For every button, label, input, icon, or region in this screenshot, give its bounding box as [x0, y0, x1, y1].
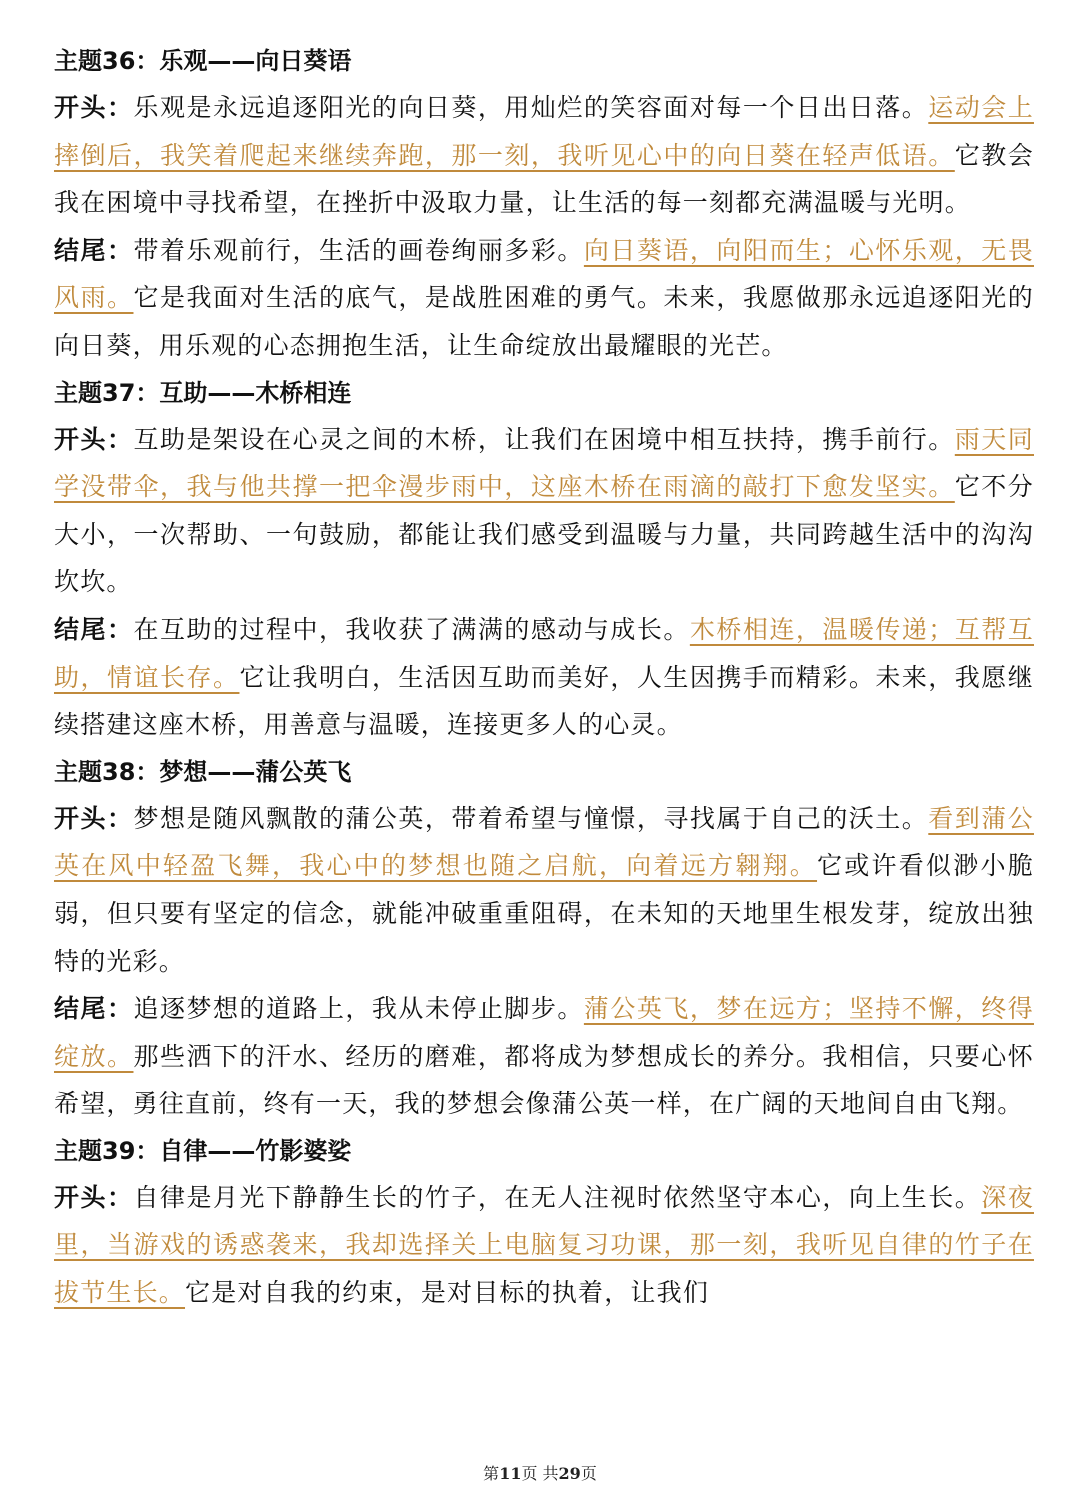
- ending-text: 带着乐观前行，生活的画卷绚丽多彩。: [133, 235, 584, 265]
- page-footer: [0, 1462, 1080, 1486]
- opening-label: 开头：: [54, 803, 134, 833]
- ending-text-continued: 那些洒下的汗水、经历的磨难，都将成为梦想成长的养分。我相信，只要心怀希望，勇往直前，终有一天，我的梦想会像蒲公英一样，在广阔的天地间自由飞翔。: [54, 1041, 1034, 1119]
- topic-39-opening: [54, 1174, 1034, 1317]
- topic-title-37: 主题37：互助——木桥相连: [54, 378, 352, 407]
- highlighted-sentence: 运动会上摔倒后，我笑着爬起来继续奔跑，那一刻，我听见心中的向日葵在轻声低语。: [54, 93, 1034, 170]
- topic-title-39: 主题39：自律——竹影婆娑: [54, 1136, 352, 1165]
- footer-prefix: 第: [483, 1464, 500, 1483]
- ending-text: 追逐梦想的道路上，我从未停止脚步。: [133, 994, 584, 1024]
- highlighted-sentence: 看到蒲公英在风中轻盈飞舞，我心中的梦想也随之启航，向着远方翱翔。: [54, 803, 1034, 881]
- highlighted-sentence: 深夜里，当游戏的诱惑袭来，我却选择关上电脑复习功课，那一刻，我听见自律的竹子在拔节生长。: [54, 1182, 1034, 1308]
- topic-36-ending: [54, 227, 1034, 370]
- opening-text: 互助是架设在心灵之间的木桥，让我们在困境中相互扶持，携手前行。: [133, 424, 955, 454]
- opening-text-continued: 它教会我在困境中寻找希望，在挫折中汲取力量，让生活的每一刻都充满温暖与光明。: [54, 140, 1034, 218]
- ending-text-continued: 它让我明白，生活因互助而美好，人生因携手而精彩。未来，我愿继续搭建这座木桥，用善意与温暖，连接更多人的心灵。: [54, 662, 1034, 740]
- opening-text-continued: 它是对自我的约束，是对目标的执着，让我们: [185, 1278, 710, 1308]
- highlighted-sentence: 蒲公英飞，梦在远方；坚持不懈，终得绽放。: [54, 994, 1034, 1071]
- topic-37-opening: [54, 416, 1034, 606]
- opening-label: 开头：: [54, 1182, 134, 1212]
- opening-text: 乐观是永远追逐阳光的向日葵，用灿烂的笑容面对每一个日出日落。: [133, 93, 929, 122]
- topic-36-opening: [54, 84, 1034, 227]
- opening-text: 自律是月光下静静生长的竹子，在无人注视时依然坚守本心，向上生长。: [133, 1182, 982, 1212]
- highlighted-sentence: 向日葵语，向阳而生；心怀乐观，无畏风雨。: [54, 235, 1034, 313]
- document-page: [54, 38, 1034, 1317]
- topic-title-38: 主题38：梦想——蒲公英飞: [54, 757, 352, 786]
- topic-38-ending: [54, 985, 1034, 1128]
- topic-37-ending: [54, 606, 1034, 749]
- opening-label: 开头：: [54, 93, 134, 122]
- opening-text-continued: 它或许看似渺小脆弱，但只要有坚定的信念，就能冲破重重阻碍，在未知的天地里生根发芽，绽放出独特的光彩。: [54, 851, 1034, 976]
- opening-label: 开头：: [54, 424, 134, 454]
- ending-label: 结尾：: [54, 235, 134, 265]
- opening-text-continued: 它不分大小，一次帮助、一句鼓励，都能让我们感受到温暖与力量，共同跨越生活中的沟沟坎坎。: [54, 472, 1034, 597]
- current-page-number: 11: [499, 1464, 522, 1483]
- total-page-count: 29: [558, 1464, 581, 1483]
- opening-text: 梦想是随风飘散的蒲公英，带着希望与憧憬，寻找属于自己的沃土。: [133, 803, 929, 833]
- footer-suffix: 页: [580, 1464, 597, 1483]
- ending-text-continued: 它是我面对生活的底气，是战胜困难的勇气。未来，我愿做那永远追逐阳光的向日葵，用乐观的心态拥抱生活，让生命绽放出最耀眼的光芒。: [54, 283, 1034, 360]
- ending-label: 结尾：: [54, 994, 134, 1024]
- highlighted-sentence: 木桥相连，温暖传递；互帮互助，情谊长存。: [54, 614, 1034, 692]
- ending-label: 结尾：: [54, 614, 134, 644]
- topic-38-opening: [54, 795, 1034, 985]
- footer-middle: 页 共: [521, 1464, 559, 1483]
- topic-title-36: 主题36：乐观——向日葵语: [54, 47, 352, 75]
- highlighted-sentence: 雨天同学没带伞，我与他共撑一把伞漫步雨中，这座木桥在雨滴的敲打下愈发坚实。: [54, 424, 1034, 502]
- ending-text: 在互助的过程中，我收获了满满的感动与成长。: [133, 614, 690, 644]
